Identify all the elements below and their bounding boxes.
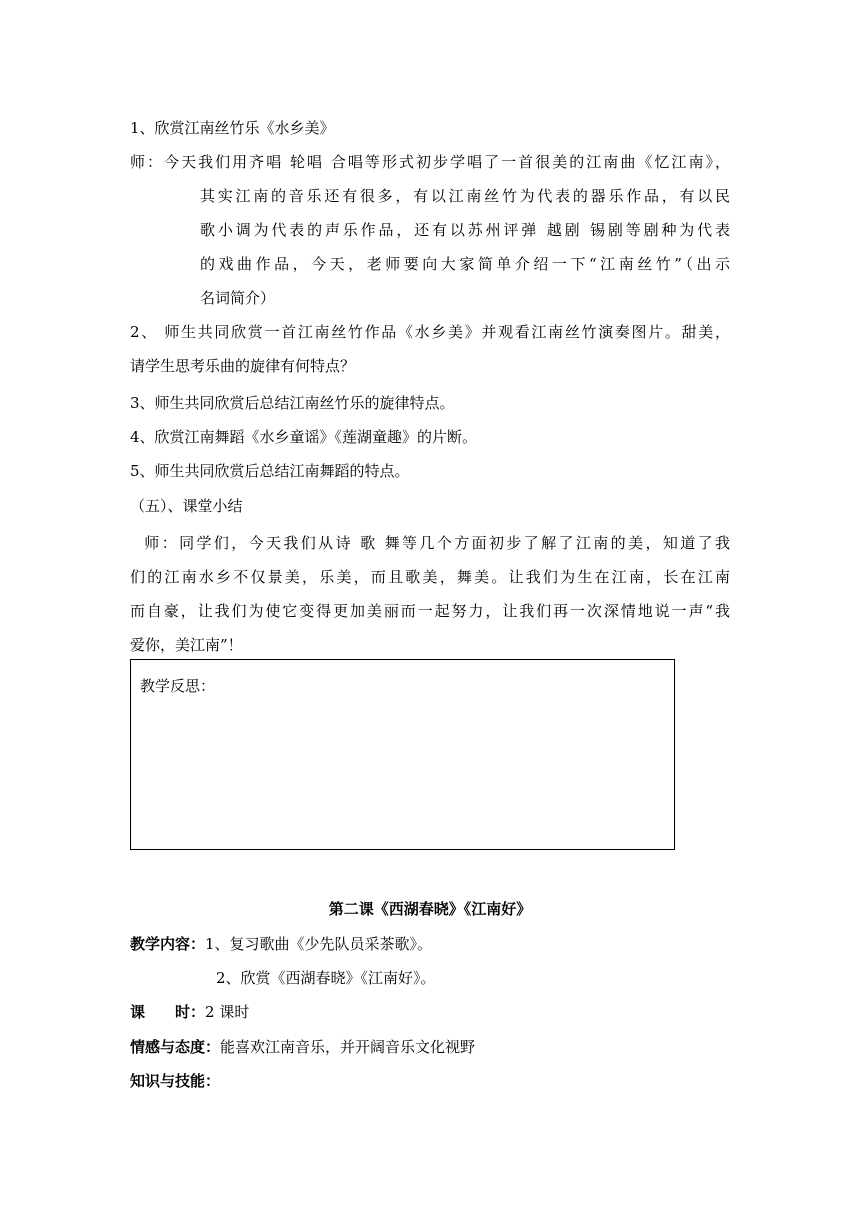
hours-value: 2 课时 (205, 1003, 250, 1021)
item-3: 3、师生共同欣赏后总结江南丝竹乐的旋律特点。 (130, 394, 455, 412)
attitude-row (130, 1037, 475, 1057)
content-row-1 (130, 934, 432, 954)
teacher-line-4: 的戏曲作品，今天，老师要向大家简单介绍一下“江南丝竹”（出示 (200, 255, 730, 273)
skills-row (130, 1071, 220, 1091)
summary-line-2: 们的江南水乡不仅景美，乐美，而且歌美，舞美。让我们为生在江南，长在江南 (130, 568, 730, 586)
teacher-line-1: 师：今天我们用齐唱 轮唱 合唱等形式初步学唱了一首很美的江南曲《忆江南》， (130, 153, 730, 171)
item-5: 5、师生共同欣赏后总结江南舞蹈的特点。 (130, 462, 410, 480)
content-label: 教学内容： (130, 935, 206, 953)
reflection-box (130, 659, 675, 850)
summary-line-3: 而自豪，让我们为使它变得更加美丽而一起努力，让我们再一次深情地说一声“我 (130, 602, 730, 620)
teacher-line-3: 歌小调为代表的声乐作品，还有以苏州评弹 越剧 锡剧等剧种为代表 (200, 221, 730, 239)
hours-label: 课 时： (130, 1003, 206, 1021)
lesson-2-title: 第二课《西湖春晓》《江南好》 (328, 900, 532, 918)
content-item-2: 2、欣赏《西湖春晓》《江南好》。 (216, 969, 436, 987)
item-2-line-2: 请学生思考乐曲的旋律有何特点？ (130, 357, 356, 375)
reflection-label: 教学反思： (140, 677, 216, 695)
summary-line-1: 师：同学们，今天我们从诗 歌 舞等几个方面初步了解了江南的美，知道了我 (130, 534, 730, 552)
summary-line-4: 爱你，美江南”！ (130, 636, 243, 654)
item-2-line-1: 2、 师生共同欣赏一首江南丝竹作品《水乡美》并观看江南丝竹演奏图片。甜美， (130, 323, 730, 341)
teacher-line-2: 其实江南的音乐还有很多，有以江南丝竹为代表的器乐作品，有以民 (200, 187, 730, 205)
teacher-line-5: 名词简介） (200, 289, 276, 307)
summary-heading: （五）、课堂小结 (130, 497, 243, 515)
item-1: 1、欣赏江南丝竹乐《水乡美》 (130, 119, 335, 137)
content-item-1: 1、复习歌曲《少先队员采茶歌》。 (205, 935, 433, 953)
item-4: 4、欣赏江南舞蹈《水乡童谣》《莲湖童趣》的片断。 (130, 428, 478, 446)
attitude-label: 情感与态度： (130, 1038, 221, 1056)
skills-label: 知识与技能： (130, 1072, 221, 1090)
attitude-value: 能喜欢江南音乐，并开阔音乐文化视野 (220, 1038, 476, 1056)
hours-row (130, 1002, 249, 1022)
